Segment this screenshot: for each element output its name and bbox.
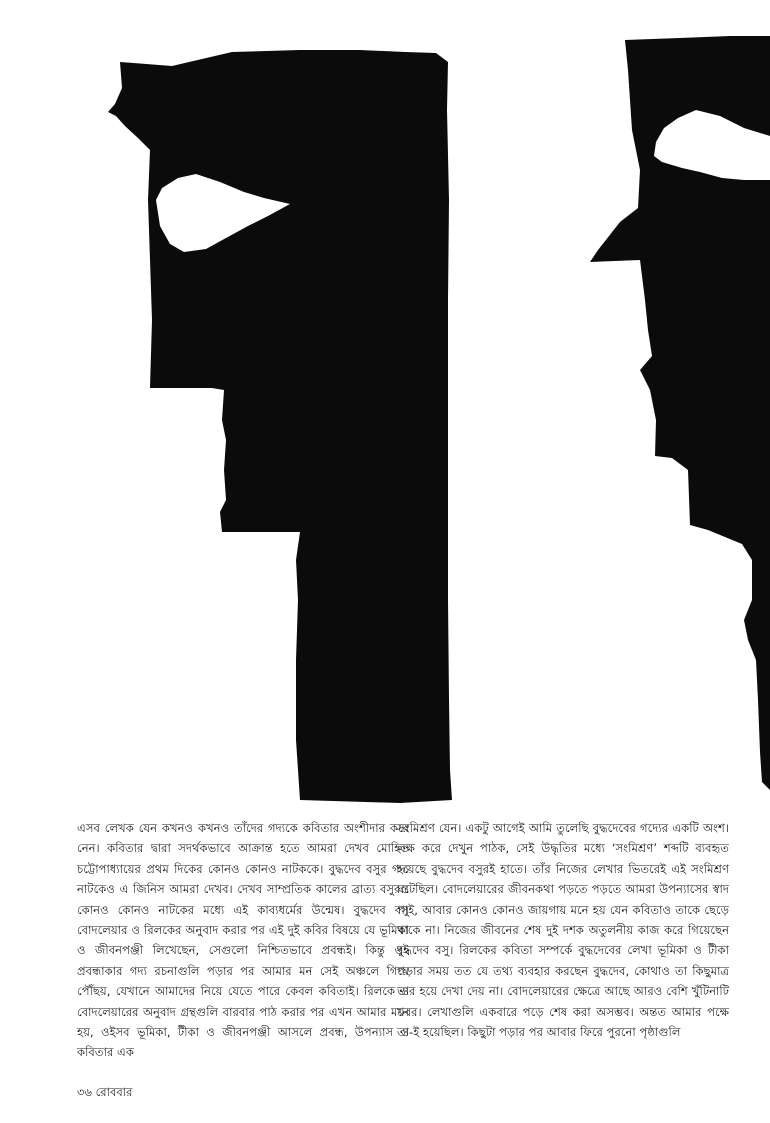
article-paragraph: এসব লেখক যেন কখনও কখনও তাঁদের গদ্যকে কবিতার অংশীদার করে নেন। কবিতার দ্বারা সদর্থকভাবে আক্রান্ত হতে আমরা দেখব মোহিত চট্টোপাধ্যায়ের প্রথম দিকের কোনও কোনও নাটককে। বুদ্ধদেব বসুর গদ্য নাটকেও এ জিনিস আমরা দেখব। দেখব সাম্প্রতিক কালের ব্রাত্য বসুরও কোনও কোনও নাটকের মধ্যে এই কাব্যধর্মের উন্মেষ। বুদ্ধদেব বসু বোদলেয়ার ও রিলকের অনুবাদ করার পর এই দুই কবির বিষয়ে যে ভূমিকা ও জীবনপঞ্জী লিখেছেন, সেগুলো নিশ্চিতভাবে প্রবন্ধই। কিন্তু ওই প্রবন্ধাকার গদ্য রচনাগুলি পড়ার পর আমার মন সেই অঞ্চলে গিয়ে পৌঁছয়, যেখানে আমাদের নিয়ে যেতে পারে কেবল কবিতাই। রিলকে ও বোদলেয়ারের অনুবাদ গ্রন্থগুলি বারবার পাঠ করার পর এখন আমার মনে হয়, ওইসব ভূমিকা, টীকা ও জীবনপঞ্জী আসলে প্রবন্ধ, উপন্যাস ও কবিতার এক [77, 821, 409, 1060]
left-head-silhouette [108, 50, 452, 803]
page-number: ৩৬ [77, 1085, 92, 1099]
article-column-right [397, 818, 729, 1042]
article-column-left [77, 818, 409, 1063]
article-paragraph: সংমিশ্রণ যেন। একটু আগেই আমি তুলেছি বুদ্ধদেবের গদ্যের একটি অংশ। লক্ষ করে দেখুন পাঠক, সেই উদ্ধৃতির মধ্যে ‘সংমিশ্রণ’ শব্দটি ব্যবহৃত হয়েছে বুদ্ধদেব বসুরই হাতে। তাঁর নিজের লেখার ভিতরেই এই সংমিশ্রণ ঘটেছিল। বোদলেয়ারের জীবনকথা পড়তে পড়তে আমরা উপন্যাসের স্বাদ পাই, আবার কোনও কোনও জায়গায় মনে হয় যেন কবিতাও তাকে ছেড়ে থাকে না। নিজের জীবনের শেষ দুই দশক অতুলনীয় কাজ করে গিয়েছেন বুদ্ধদেব বসু। রিলকের কবিতা সম্পর্কে বুদ্ধদেবের লেখা ভূমিকা ও টীকা পড়ার সময় তত যে তথ্য ব্যবহার করছেন বুদ্ধদেব, কোথাও তা কিছুমাত্র ভার হয়ে দেখা দেয় না। বোদলেয়ারের ক্ষেত্রে আছে আরও বেশি খুঁটিনাটি খবর। লেখাগুলি একবারে পড়ে শেষ করা অসম্ভব। অন্তত আমার পক্ষে তা-ই হয়েছিল। কিছুটা পড়ার পর আবার ফিরে পুরনো পৃষ্ঠাগুলি [397, 821, 729, 1040]
page-footer [77, 1084, 132, 1103]
magazine-name: রোববার [95, 1085, 133, 1099]
